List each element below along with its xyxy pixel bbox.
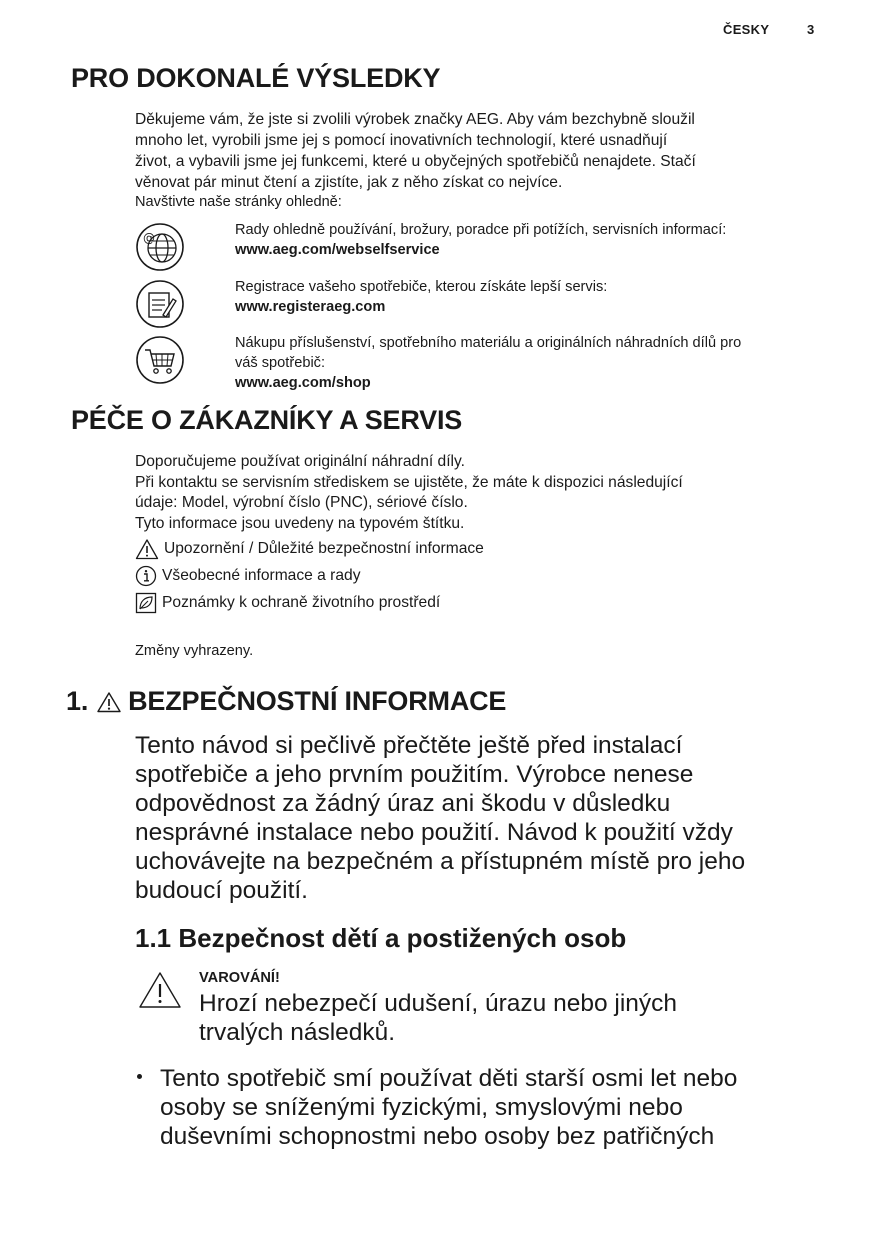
language-label: ČESKY (723, 22, 770, 37)
link-row-webselfservice (135, 222, 825, 278)
service-line: Tyto informace jsou uvedeny na typovém štítku. (135, 514, 465, 532)
page-number: 3 (807, 22, 815, 37)
warning-line: Hrozí nebezpečí udušení, úrazu nebo jiných (199, 990, 678, 1017)
intro-line: budoucí použití. (135, 877, 308, 904)
legend-warning (135, 538, 484, 560)
link-row-register (135, 279, 825, 335)
intro-line: nesprávné instalace nebo použití. Návod k použití vždy (135, 819, 733, 846)
results-title: PRO DOKONALÉ VÝSLEDKY (71, 63, 441, 93)
legend-info (135, 565, 361, 587)
legend-label: Poznámky k ochraně životního prostředí (162, 594, 441, 611)
info-icon (135, 565, 157, 587)
link-row-shop (135, 335, 825, 395)
link-description: Nákupu příslušenství, spotřebního materiálu a originálních náhradních dílů pro (235, 335, 742, 351)
intro-line: věnovat pár minut čtení a zjistíte, jak z něho získat co nejvíce. (135, 174, 563, 191)
legend-label: Upozornění / Důležité bezpečnostní informace (164, 540, 484, 557)
warning-text (199, 989, 839, 1047)
intro-line: život, a vybavili jsme jej funkcemi, které u obyčejných spotřebičů nenajdete. Stačí (135, 153, 696, 170)
safety-title (66, 686, 506, 717)
intro-line: odpovědnost za žádný úraz ani škodu v důsledku (135, 790, 671, 817)
intro-line: spotřebiče a jeho prvním použitím. Výrobce nenese (135, 761, 694, 788)
warning-icon (138, 971, 182, 1009)
intro-line: Děkujeme vám, že jste si zvolili výrobek značky AEG. Aby vám bezchybně sloužil (135, 111, 695, 128)
warning-line: trvalých následků. (199, 1019, 396, 1046)
link-url[interactable]: www.registeraeg.com (235, 299, 386, 315)
warning-label: VAROVÁNÍ! (199, 970, 280, 986)
bullet-line: duševními schopnostmi nebo osoby bez patřičných (160, 1123, 715, 1150)
results-intro (135, 109, 835, 212)
intro-line: mnoho let, vyrobili jsme jej s pomocí inovativních technologií, které usnadňují (135, 132, 668, 149)
service-line: údaje: Model, výrobní číslo (PNC), sériové číslo. (135, 494, 468, 511)
link-text (235, 277, 820, 317)
warning-icon (135, 538, 159, 560)
service-line: Při kontaktu se servisním střediskem se ujistěte, že máte k dispozici následující (135, 473, 683, 491)
section-number: 1. (66, 686, 89, 716)
service-text (135, 452, 835, 534)
legend-label: Všeobecné informace a rady (162, 567, 361, 584)
safety-intro (135, 731, 855, 905)
intro-line: Navštivte naše stránky ohledně: (135, 194, 342, 210)
intro-line: Tento návod si pečlivě přečtěte ještě před instalací (135, 732, 683, 759)
bullet-line: osoby se sníženými fyzickými, smyslovými nebo (160, 1094, 683, 1121)
shopping-cart-icon (135, 335, 185, 385)
link-description: Rady ohledně používání, brožury, poradce při potížích, servisních informací: (235, 222, 727, 238)
registration-icon (135, 279, 185, 329)
link-description: váš spotřebič: (235, 355, 326, 371)
intro-line: uchovávejte na bezpečném a přístupném místě pro jeho (135, 848, 746, 875)
section-title: BEZPEČNOSTNÍ INFORMACE (128, 686, 507, 716)
legend-environment (135, 592, 440, 614)
bullet-marker (137, 1074, 142, 1079)
link-url[interactable]: www.aeg.com/webselfservice (235, 242, 440, 258)
leaf-icon (135, 592, 157, 614)
changes-note: Změny vyhrazeny. (135, 643, 254, 659)
service-line: Doporučujeme používat originální náhradní díly. (135, 453, 465, 470)
bullet-line: Tento spotřebič smí používat děti starší osmi let nebo (160, 1065, 738, 1092)
warning-icon (96, 691, 122, 713)
subsection-title: 1.1 Bezpečnost dětí a postižených osob (135, 923, 627, 953)
service-title: PÉČE O ZÁKAZNÍKY A SERVIS (71, 405, 463, 435)
link-description: Registrace vašeho spotřebiče, kterou získáte lepší servis: (235, 279, 608, 295)
svg-text:@: @ (143, 231, 155, 245)
bullet-text (160, 1064, 850, 1151)
globe-icon (135, 222, 185, 272)
link-text (235, 333, 820, 393)
link-text (235, 220, 820, 260)
link-url[interactable]: www.aeg.com/shop (235, 375, 371, 391)
